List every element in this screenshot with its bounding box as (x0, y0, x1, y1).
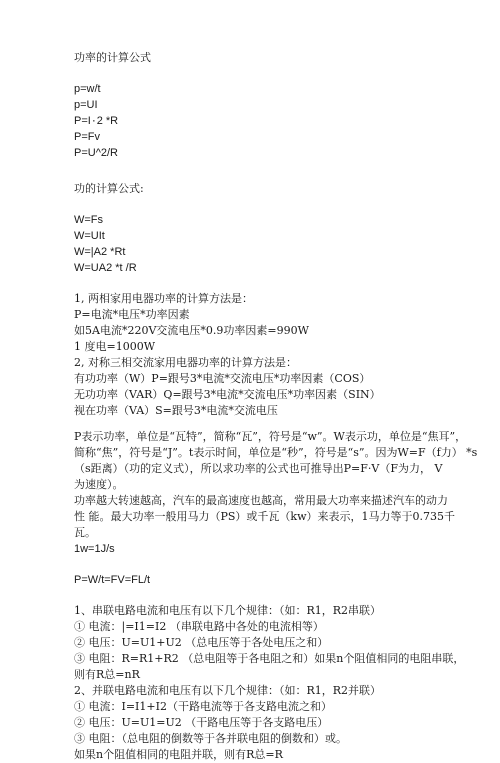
parallel-rule: ① 电流：I=I1+I2（干路电流等于各支路电流之和） (74, 700, 332, 713)
text-line: P=电流*电压*功率因素 (74, 308, 190, 321)
text-line: 如5A电流*220V交流电压*0.9功率因素=990W (74, 324, 309, 337)
section-heading: 2, 对称三相交流家用电器功率的计算方法是： (74, 356, 297, 369)
parallel-rule: ③ 电阻：（总电阻的倒数等于各并联电阻的倒数和）或。 (74, 732, 347, 745)
text-line: 1 度电=1000W (74, 340, 156, 353)
document-page (74, 50, 478, 763)
text-line: 有功功率（W）P=跟号3*电流*交流电压*功率因素（COS） (74, 372, 371, 385)
power-formula-summary: P=W/t=FV=FL/t (74, 574, 151, 586)
formula-line: W=|A2 *Rt (74, 246, 126, 258)
formula-line: P=I۰2 *R (74, 115, 119, 127)
paragraph-line: P表示功率，单位是“瓦特”，简称“瓦”，符号是“w”。W表示功，单位是“焦耳”， (74, 430, 467, 443)
parallel-rule: 如果n个阻值相同的电阻并联，则有R总=R (74, 748, 283, 761)
formula-line: p=w/t (74, 83, 101, 95)
title-work-formula: 功的计算公式: (74, 182, 144, 195)
series-rule: ② 电压：U=U1+U2 （总电压等于各处电压之和） (74, 636, 329, 649)
formula-line: W=Fs (74, 214, 104, 226)
title-power-formula: 功率的计算公式 (74, 51, 151, 64)
series-rule: ① 电流：|=I1=I2 （串联电路中各处的电流相等） (74, 620, 324, 633)
formula-line: W=UA2 *t /R (74, 262, 137, 274)
section-heading: 1, 两相家用电器功率的计算方法是： (74, 292, 253, 305)
parallel-rule: ② 电压：U=U1=U2 （干路电压等于各支路电压） (74, 716, 329, 729)
paragraph-line: （s距离）（功的定义式），所以求功率的公式也可推导出P=F·V（F为力， V (74, 462, 443, 475)
text-line: 无功功率（VAR）Q=跟号3*电流*交流电压*功率因素（SIN） (74, 388, 381, 401)
series-rule: 则有R总=nR (74, 668, 140, 681)
parallel-heading: 2、并联电路电流和电压有以下几个规律：（如：R1，R2并联） (74, 684, 382, 697)
series-heading: 1、串联电路电流和电压有以下几个规律：（如：R1，R2串联） (74, 604, 382, 617)
paragraph-line: 简称“焦”，符号是“J”。t表示时间，单位是“秒”，符号是“s”。因为W=F（f力） *s (74, 446, 478, 459)
formula-line: P=U^2/R (74, 147, 118, 159)
series-rule: ③ 电阻：R=R1+R2 （总电阻等于各电阻之和）如果n个阻值相同的电阻串联， (74, 652, 465, 665)
paragraph-line: 为速度）。 (74, 478, 124, 491)
unit-definition: 1w=1J/s (74, 543, 115, 555)
text-line: 视在功率（VA）S=跟号3*电流*交流电压 (74, 404, 278, 417)
formula-line: p=UI (74, 99, 98, 111)
formula-line: P=Fv (74, 131, 100, 143)
paragraph-line: 功率越大转速越高，汽车的最高速度也越高，常用最大功率来描述汽车的动力 (74, 494, 448, 507)
formula-line: W=UIt (74, 230, 105, 242)
paragraph-line: 性 能。最大功率一般用马力（PS）或千瓦（kw）来表示，1马力等于0.735千 (74, 510, 456, 523)
paragraph-line: 瓦。 (74, 526, 96, 539)
